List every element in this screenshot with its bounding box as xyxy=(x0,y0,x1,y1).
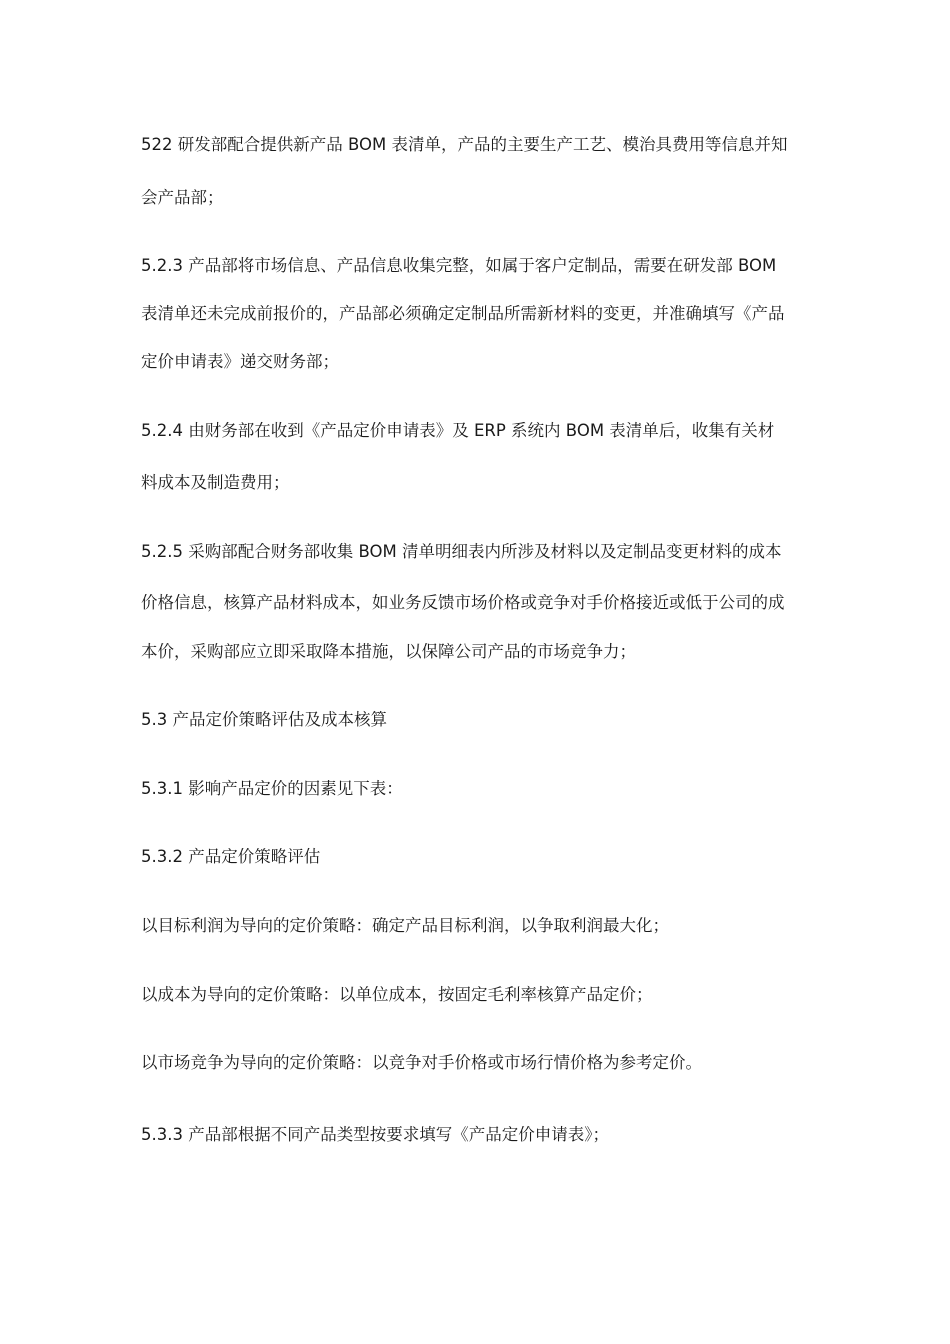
text-line-5-2-5-cont-1: 价格信息，核算产品材料成本，如业务反馈市场价格或竞争对手价格接近或低于公司的成 xyxy=(141,593,785,612)
strategy-cost-oriented: 以成本为导向的定价策略：以单位成本，按固定毛利率核算产品定价； xyxy=(141,985,653,1004)
text-line-5-2-4: 5.2.4 由财务部在收到《产品定价申请表》及 ERP 系统内 BOM 表清单后，收集有关材 xyxy=(141,421,775,440)
text-line-5-2-3: 5.2.3 产品部将市场信息、产品信息收集完整，如属于客户定制品，需要在研发部 BOM xyxy=(141,256,777,275)
text-line-bom-list-cont: 会产品部； xyxy=(141,188,224,207)
strategy-target-profit: 以目标利润为导向的定价策略：确定产品目标利润，以争取利润最大化； xyxy=(141,916,669,935)
section-heading-5-3: 5.3 产品定价策略评估及成本核算 xyxy=(141,710,387,729)
text-line-5-2-5: 5.2.5 采购部配合财务部收集 BOM 清单明细表内所涉及材料以及定制品变更材料的成本 xyxy=(141,542,782,561)
text-line-5-2-5-cont-2: 本价，采购部应立即采取降本措施，以保障公司产品的市场竞争力； xyxy=(141,642,636,661)
text-line-5-2-3-cont-2: 定价申请表》递交财务部； xyxy=(141,352,339,371)
text-line-5-2-4-cont: 料成本及制造费用； xyxy=(141,473,290,492)
text-line-5-3-2: 5.3.2 产品定价策略评估 xyxy=(141,847,321,866)
text-line-5-2-3-cont-1: 表清单还未完成前报价的，产品部必须确定定制品所需新材料的变更，并准确填写《产品 xyxy=(141,304,785,323)
text-line-5-3-3: 5.3.3 产品部根据不同产品类型按要求填写《产品定价申请表》； xyxy=(141,1125,609,1144)
text-line-bom-list: 522 研发部配合提供新产品 BOM 表清单，产品的主要生产工艺、模治具费用等信息并知 xyxy=(141,135,788,154)
text-line-5-3-1: 5.3.1 影响产品定价的因素见下表： xyxy=(141,779,403,798)
strategy-market-competition: 以市场竞争为导向的定价策略：以竞争对手价格或市场行情价格为参考定价。 xyxy=(141,1053,702,1072)
